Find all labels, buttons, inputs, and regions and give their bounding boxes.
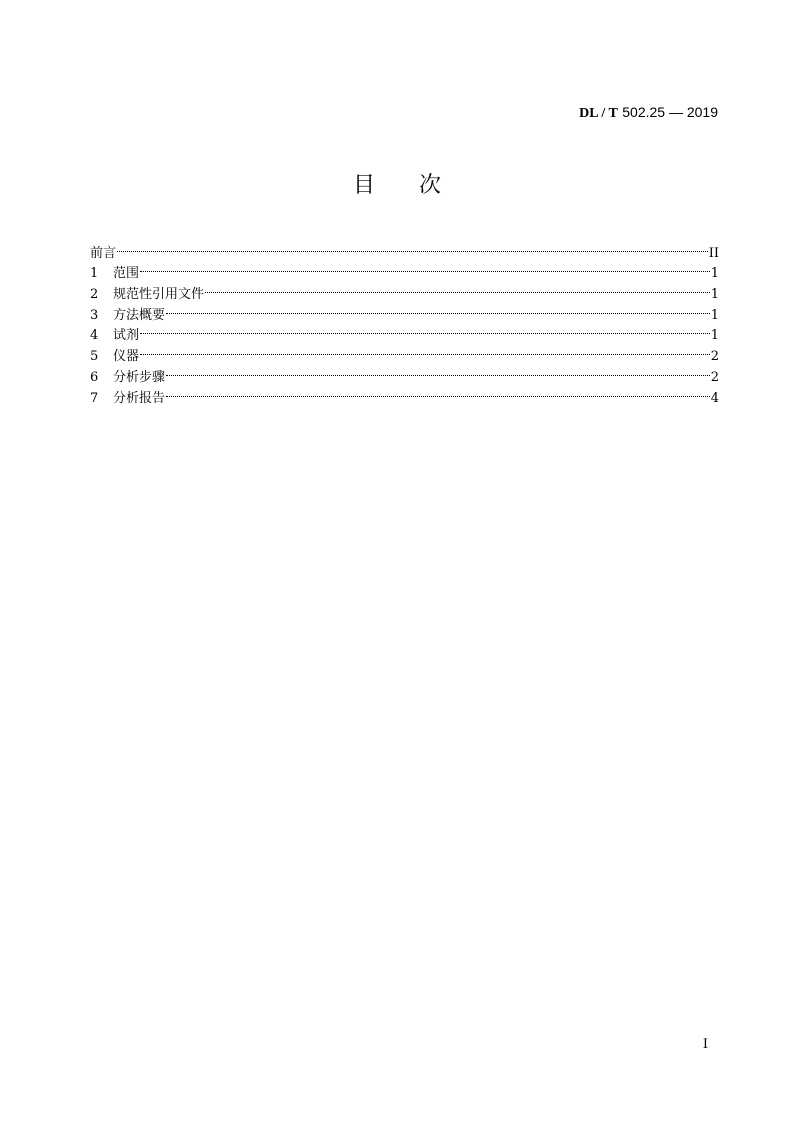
toc-leader-dots: [166, 360, 710, 381]
toc-page-number: 1: [710, 328, 719, 344]
toc-entry-normative-references[interactable]: [90, 277, 719, 303]
toc-page-number: 2: [710, 369, 719, 385]
toc-entry-analysis-report[interactable]: [90, 381, 719, 406]
standard-code: DL / T: [579, 106, 618, 121]
toc-leader-dots: [117, 236, 708, 257]
toc-leader-dots: [140, 319, 710, 340]
toc-section-number: 7: [90, 390, 99, 406]
toc-page-number: 1: [710, 307, 719, 323]
toc-leader-dots: [166, 381, 710, 402]
toc-page-number: II: [708, 245, 719, 261]
standard-number-header: [579, 103, 718, 123]
toc-leader-dots: [140, 339, 710, 360]
toc-leader-dots: [205, 277, 710, 298]
toc-label: 范围: [113, 266, 140, 282]
toc-leader-dots: [166, 298, 710, 319]
toc-section-number: 6: [90, 369, 99, 385]
toc-label: 试剂: [113, 328, 140, 344]
toc-entry-analysis-steps[interactable]: [90, 360, 719, 385]
toc-label: 分析报告: [113, 390, 166, 406]
toc-page-number: 2: [710, 349, 719, 365]
toc-section-number: 3: [90, 307, 99, 323]
toc-page-number: 1: [710, 287, 719, 303]
toc-entry-scope[interactable]: [90, 257, 719, 282]
toc-section-number: 4: [90, 328, 99, 344]
toc-entry-instruments[interactable]: [90, 339, 719, 365]
toc-entry-reagents[interactable]: [90, 319, 719, 344]
toc-label: 方法概要: [113, 307, 166, 323]
standard-number: 502.25 — 2019: [622, 104, 718, 120]
page-title: 目次: [352, 173, 485, 198]
toc-section-number: 5: [90, 349, 99, 365]
toc-label: 前言: [90, 245, 117, 261]
toc-label: 分析步骤: [113, 369, 166, 385]
toc-entry-method-summary[interactable]: [90, 298, 719, 323]
toc-section-number: 1: [90, 266, 99, 282]
toc-section-number: 2: [90, 287, 99, 303]
toc-leader-dots: [140, 257, 710, 278]
page-number-footer: I: [702, 1037, 708, 1052]
toc-entry-foreword[interactable]: [90, 236, 719, 261]
toc-label: 仪器: [113, 349, 140, 365]
toc-page-number: 4: [710, 390, 719, 406]
toc-page-number: 1: [710, 266, 719, 282]
table-of-contents: [90, 236, 719, 406]
toc-label: 规范性引用文件: [113, 287, 205, 303]
